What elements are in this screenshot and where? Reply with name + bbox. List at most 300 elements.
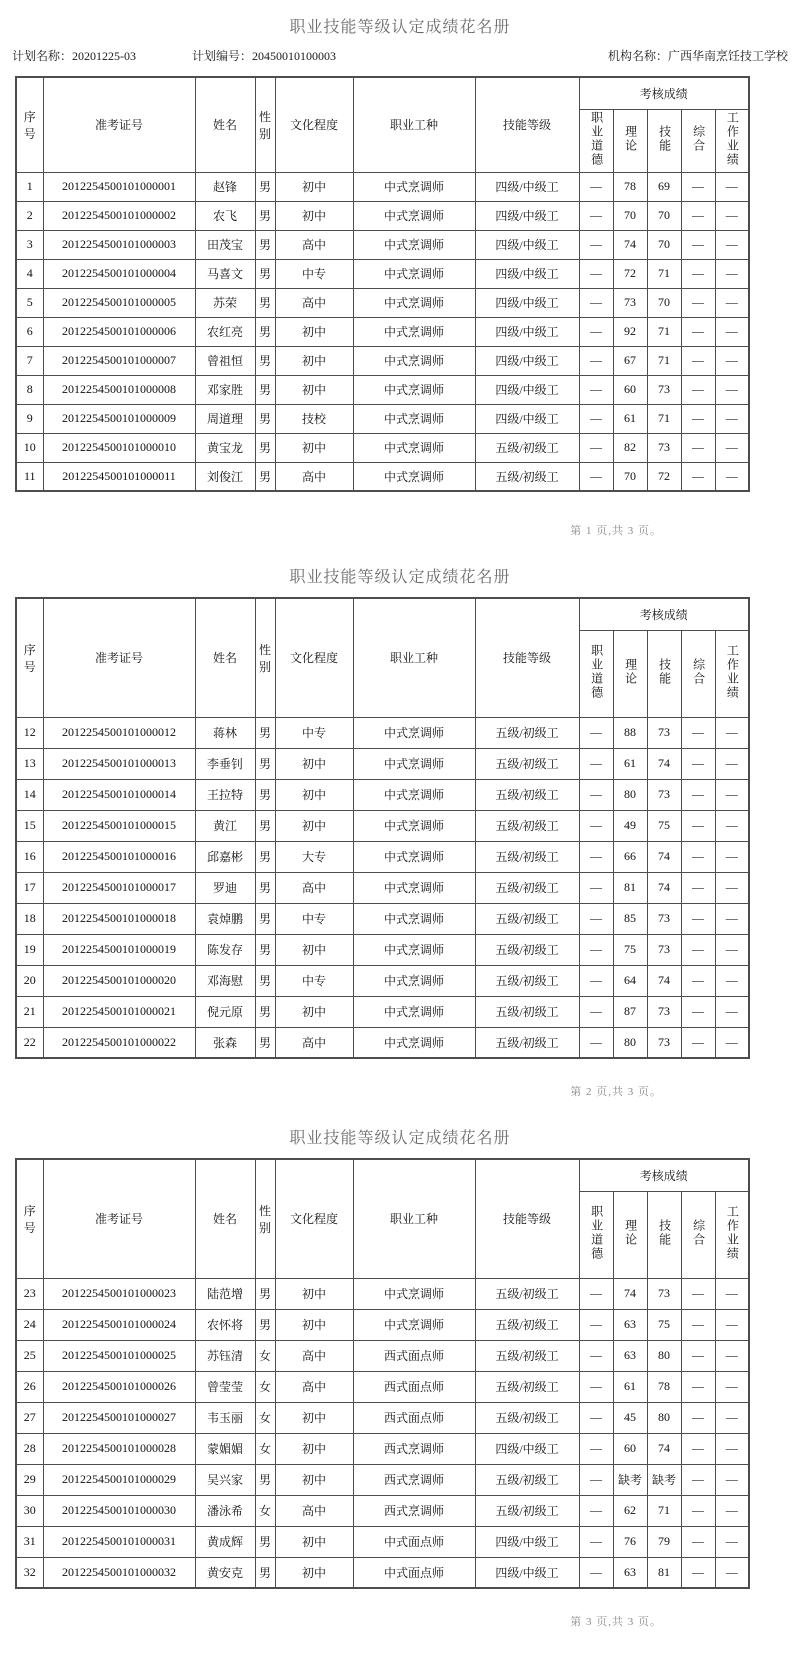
- table-row: [16, 1340, 749, 1371]
- cell-name: 苏荣: [195, 288, 255, 317]
- cell-occupation: 西式面点师: [353, 1402, 475, 1433]
- cell-education: 初中: [275, 346, 353, 375]
- cell-gender: 男: [255, 934, 275, 965]
- cell-education: 中专: [275, 903, 353, 934]
- cell-exam-id: 2012254500101000019: [43, 934, 195, 965]
- table-row: [16, 1495, 749, 1526]
- cell-score-work: —: [715, 748, 749, 779]
- meta-row: [0, 47, 800, 64]
- cell-gender: 女: [255, 1371, 275, 1402]
- cell-gender: 男: [255, 201, 275, 230]
- cell-score-skill: 73: [647, 996, 681, 1027]
- cell-score-skill: 71: [647, 317, 681, 346]
- header-score-group: 考核成绩: [579, 598, 749, 630]
- cell-occupation: 中式烹调师: [353, 810, 475, 841]
- table-row: [16, 1557, 749, 1588]
- cell-score-skill: 70: [647, 201, 681, 230]
- cell-score-ethics: —: [579, 717, 613, 748]
- cell-score-work: —: [715, 965, 749, 996]
- cell-score-comprehensive: —: [681, 1278, 715, 1309]
- cell-exam-id: 2012254500101000004: [43, 259, 195, 288]
- cell-exam-id: 2012254500101000008: [43, 375, 195, 404]
- cell-score-comprehensive: —: [681, 841, 715, 872]
- cell-skill-level: 四级/中级工: [475, 1526, 579, 1557]
- cell-score-comprehensive: —: [681, 872, 715, 903]
- cell-seq: 19: [16, 934, 43, 965]
- table-row: [16, 1464, 749, 1495]
- cell-skill-level: 四级/中级工: [475, 230, 579, 259]
- cell-score-skill: 74: [647, 872, 681, 903]
- cell-gender: 男: [255, 872, 275, 903]
- cell-gender: 男: [255, 462, 275, 491]
- header-work: 工作业绩: [715, 630, 749, 717]
- cell-score-theory: 60: [613, 1433, 647, 1464]
- cell-score-theory: 82: [613, 433, 647, 462]
- cell-score-skill: 74: [647, 965, 681, 996]
- cell-occupation: 中式烹调师: [353, 717, 475, 748]
- cell-score-skill: 79: [647, 1526, 681, 1557]
- roster-table-page-1: [15, 76, 750, 492]
- cell-seq: 4: [16, 259, 43, 288]
- cell-score-comprehensive: —: [681, 1433, 715, 1464]
- cell-skill-level: 五级/初级工: [475, 748, 579, 779]
- cell-score-work: —: [715, 317, 749, 346]
- page-title: 职业技能等级认定成绩花名册: [289, 1130, 511, 1147]
- cell-score-ethics: —: [579, 1340, 613, 1371]
- cell-gender: 男: [255, 810, 275, 841]
- cell-occupation: 中式烹调师: [353, 965, 475, 996]
- cell-education: 中专: [275, 717, 353, 748]
- cell-score-skill: 75: [647, 1309, 681, 1340]
- cell-gender: 男: [255, 230, 275, 259]
- cell-score-comprehensive: —: [681, 172, 715, 201]
- cell-score-skill: 70: [647, 288, 681, 317]
- header-work: 工作业绩: [715, 109, 749, 172]
- cell-name: 黄江: [195, 810, 255, 841]
- header-comprehensive: 综合: [681, 630, 715, 717]
- cell-gender: 男: [255, 433, 275, 462]
- cell-score-work: —: [715, 1309, 749, 1340]
- table-row: [16, 1433, 749, 1464]
- cell-score-work: —: [715, 1278, 749, 1309]
- cell-gender: 男: [255, 346, 275, 375]
- cell-seq: 22: [16, 1027, 43, 1058]
- page-footer: 第 2 页,共 3 页。: [570, 1086, 662, 1098]
- cell-score-skill: 71: [647, 404, 681, 433]
- cell-seq: 13: [16, 748, 43, 779]
- cell-name: 田茂宝: [195, 230, 255, 259]
- cell-score-skill: 73: [647, 375, 681, 404]
- cell-score-work: —: [715, 1495, 749, 1526]
- cell-score-skill: 73: [647, 717, 681, 748]
- cell-skill-level: 五级/初级工: [475, 433, 579, 462]
- cell-name: 曾莹莹: [195, 1371, 255, 1402]
- cell-score-skill: 71: [647, 259, 681, 288]
- cell-skill-level: 四级/中级工: [475, 346, 579, 375]
- cell-exam-id: 2012254500101000016: [43, 841, 195, 872]
- cell-exam-id: 2012254500101000020: [43, 965, 195, 996]
- table-row: [16, 934, 749, 965]
- cell-exam-id: 2012254500101000014: [43, 779, 195, 810]
- cell-education: 初中: [275, 810, 353, 841]
- table-row: [16, 996, 749, 1027]
- cell-exam-id: 2012254500101000011: [43, 462, 195, 491]
- cell-name: 李垂钊: [195, 748, 255, 779]
- cell-education: 高中: [275, 462, 353, 491]
- cell-score-ethics: —: [579, 201, 613, 230]
- cell-name: 周道理: [195, 404, 255, 433]
- plan-number-label: 计划编号：: [192, 49, 253, 63]
- cell-score-work: —: [715, 1433, 749, 1464]
- cell-exam-id: 2012254500101000013: [43, 748, 195, 779]
- cell-score-theory: 64: [613, 965, 647, 996]
- table-row: [16, 317, 749, 346]
- cell-gender: 男: [255, 717, 275, 748]
- cell-skill-level: 五级/初级工: [475, 1402, 579, 1433]
- cell-skill-level: 五级/初级工: [475, 965, 579, 996]
- page-2: [0, 564, 800, 1099]
- cell-score-theory: 66: [613, 841, 647, 872]
- cell-exam-id: 2012254500101000023: [43, 1278, 195, 1309]
- cell-score-skill: 70: [647, 230, 681, 259]
- cell-skill-level: 四级/中级工: [475, 317, 579, 346]
- cell-score-comprehensive: —: [681, 317, 715, 346]
- cell-education: 中专: [275, 259, 353, 288]
- cell-score-ethics: —: [579, 259, 613, 288]
- cell-education: 初中: [275, 1526, 353, 1557]
- cell-skill-level: 五级/初级工: [475, 810, 579, 841]
- cell-occupation: 中式烹调师: [353, 779, 475, 810]
- table-row: [16, 1526, 749, 1557]
- cell-score-ethics: —: [579, 779, 613, 810]
- cell-seq: 27: [16, 1402, 43, 1433]
- cell-score-theory: 87: [613, 996, 647, 1027]
- cell-score-work: —: [715, 404, 749, 433]
- cell-score-theory: 63: [613, 1340, 647, 1371]
- cell-skill-level: 五级/初级工: [475, 841, 579, 872]
- cell-skill-level: 五级/初级工: [475, 872, 579, 903]
- table-row: [16, 259, 749, 288]
- cell-score-work: —: [715, 1371, 749, 1402]
- cell-education: 高中: [275, 1495, 353, 1526]
- header-skill-level: 技能等级: [475, 1159, 579, 1278]
- organization-label: 机构名称：: [607, 49, 668, 63]
- cell-score-comprehensive: —: [681, 903, 715, 934]
- cell-exam-id: 2012254500101000009: [43, 404, 195, 433]
- cell-score-ethics: —: [579, 1557, 613, 1588]
- cell-score-work: —: [715, 1464, 749, 1495]
- cell-seq: 9: [16, 404, 43, 433]
- cell-seq: 11: [16, 462, 43, 491]
- table-row: [16, 872, 749, 903]
- cell-seq: 14: [16, 779, 43, 810]
- cell-score-ethics: —: [579, 934, 613, 965]
- cell-skill-level: 五级/初级工: [475, 1371, 579, 1402]
- cell-exam-id: 2012254500101000032: [43, 1557, 195, 1588]
- cell-seq: 2: [16, 201, 43, 230]
- header-score-group: 考核成绩: [579, 77, 749, 109]
- cell-score-ethics: —: [579, 1371, 613, 1402]
- cell-seq: 17: [16, 872, 43, 903]
- cell-score-skill: 73: [647, 779, 681, 810]
- cell-education: 高中: [275, 1027, 353, 1058]
- cell-score-theory: 45: [613, 1402, 647, 1433]
- table-row: [16, 346, 749, 375]
- cell-score-ethics: —: [579, 965, 613, 996]
- header-theory: 理论: [613, 1191, 647, 1278]
- cell-occupation: 中式烹调师: [353, 404, 475, 433]
- cell-score-skill: 69: [647, 172, 681, 201]
- cell-education: 高中: [275, 872, 353, 903]
- cell-gender: 男: [255, 1464, 275, 1495]
- cell-exam-id: 2012254500101000027: [43, 1402, 195, 1433]
- cell-score-theory: 76: [613, 1526, 647, 1557]
- cell-score-theory: 49: [613, 810, 647, 841]
- cell-score-skill: 71: [647, 1495, 681, 1526]
- cell-education: 高中: [275, 288, 353, 317]
- header-education: 文化程度: [275, 598, 353, 717]
- plan-name-label: 计划名称：: [12, 49, 73, 63]
- cell-name: 黄宝龙: [195, 433, 255, 462]
- cell-education: 大专: [275, 841, 353, 872]
- page-1: [0, 14, 800, 538]
- cell-score-comprehensive: —: [681, 462, 715, 491]
- cell-skill-level: 四级/中级工: [475, 404, 579, 433]
- cell-skill-level: 四级/中级工: [475, 375, 579, 404]
- cell-score-theory: 70: [613, 201, 647, 230]
- cell-education: 高中: [275, 1340, 353, 1371]
- cell-score-skill: 73: [647, 903, 681, 934]
- cell-name: 吴兴家: [195, 1464, 255, 1495]
- plan-name-value: 20201225-03: [72, 49, 137, 63]
- header-exam-id: 准考证号: [43, 598, 195, 717]
- cell-score-work: —: [715, 996, 749, 1027]
- cell-score-skill: 缺考: [647, 1464, 681, 1495]
- cell-occupation: 中式烹调师: [353, 748, 475, 779]
- cell-score-theory: 72: [613, 259, 647, 288]
- table-row: [16, 288, 749, 317]
- cell-score-theory: 61: [613, 748, 647, 779]
- cell-score-comprehensive: —: [681, 1526, 715, 1557]
- cell-name: 曾祖恒: [195, 346, 255, 375]
- cell-score-theory: 78: [613, 172, 647, 201]
- cell-name: 农怀将: [195, 1309, 255, 1340]
- cell-score-theory: 74: [613, 230, 647, 259]
- cell-seq: 3: [16, 230, 43, 259]
- cell-seq: 1: [16, 172, 43, 201]
- table-row: [16, 779, 749, 810]
- cell-score-work: —: [715, 779, 749, 810]
- cell-gender: 男: [255, 1557, 275, 1588]
- cell-skill-level: 五级/初级工: [475, 1464, 579, 1495]
- cell-score-comprehensive: —: [681, 965, 715, 996]
- cell-name: 陈发存: [195, 934, 255, 965]
- cell-score-ethics: —: [579, 1464, 613, 1495]
- cell-exam-id: 2012254500101000006: [43, 317, 195, 346]
- cell-exam-id: 2012254500101000010: [43, 433, 195, 462]
- cell-name: 邓海慰: [195, 965, 255, 996]
- cell-score-ethics: —: [579, 996, 613, 1027]
- page-footer: 第 3 页,共 3 页。: [570, 1616, 662, 1628]
- table-body: [16, 717, 749, 1058]
- cell-occupation: 西式烹调师: [353, 1433, 475, 1464]
- cell-exam-id: 2012254500101000025: [43, 1340, 195, 1371]
- cell-education: 中专: [275, 965, 353, 996]
- header-ethics: 职业道德: [579, 1191, 613, 1278]
- cell-gender: 男: [255, 1278, 275, 1309]
- header-occupation: 职业工种: [353, 77, 475, 172]
- cell-occupation: 中式面点师: [353, 1526, 475, 1557]
- cell-occupation: 中式烹调师: [353, 872, 475, 903]
- cell-occupation: 中式烹调师: [353, 996, 475, 1027]
- cell-score-ethics: —: [579, 172, 613, 201]
- cell-occupation: 中式烹调师: [353, 1278, 475, 1309]
- cell-score-ethics: —: [579, 872, 613, 903]
- cell-gender: 男: [255, 1027, 275, 1058]
- cell-score-ethics: —: [579, 1433, 613, 1464]
- table-row: [16, 841, 749, 872]
- cell-skill-level: 四级/中级工: [475, 288, 579, 317]
- cell-gender: 男: [255, 779, 275, 810]
- cell-gender: 男: [255, 1309, 275, 1340]
- cell-score-comprehensive: —: [681, 1495, 715, 1526]
- cell-skill-level: 五级/初级工: [475, 934, 579, 965]
- table-row: [16, 201, 749, 230]
- cell-exam-id: 2012254500101000015: [43, 810, 195, 841]
- cell-score-work: —: [715, 934, 749, 965]
- cell-name: 韦玉丽: [195, 1402, 255, 1433]
- cell-gender: 女: [255, 1402, 275, 1433]
- cell-skill-level: 五级/初级工: [475, 1278, 579, 1309]
- table-row: [16, 1027, 749, 1058]
- cell-education: 高中: [275, 1371, 353, 1402]
- cell-score-comprehensive: —: [681, 717, 715, 748]
- table-row: [16, 903, 749, 934]
- cell-education: 初中: [275, 1557, 353, 1588]
- cell-score-comprehensive: —: [681, 779, 715, 810]
- cell-score-theory: 85: [613, 903, 647, 934]
- cell-score-theory: 缺考: [613, 1464, 647, 1495]
- cell-occupation: 中式烹调师: [353, 259, 475, 288]
- header-exam-id: 准考证号: [43, 77, 195, 172]
- cell-occupation: 西式烹调师: [353, 1464, 475, 1495]
- cell-score-work: —: [715, 375, 749, 404]
- cell-seq: 29: [16, 1464, 43, 1495]
- cell-score-work: —: [715, 230, 749, 259]
- cell-occupation: 中式烹调师: [353, 433, 475, 462]
- cell-gender: 男: [255, 288, 275, 317]
- cell-score-work: —: [715, 346, 749, 375]
- header-score-group: 考核成绩: [579, 1159, 749, 1191]
- cell-score-comprehensive: —: [681, 201, 715, 230]
- cell-seq: 20: [16, 965, 43, 996]
- cell-gender: 男: [255, 748, 275, 779]
- cell-score-skill: 71: [647, 346, 681, 375]
- plan-number-value: 20450010100003: [252, 49, 337, 63]
- cell-score-comprehensive: —: [681, 1402, 715, 1433]
- cell-score-comprehensive: —: [681, 404, 715, 433]
- cell-score-skill: 80: [647, 1340, 681, 1371]
- cell-skill-level: 五级/初级工: [475, 717, 579, 748]
- cell-seq: 21: [16, 996, 43, 1027]
- cell-name: 农飞: [195, 201, 255, 230]
- cell-score-work: —: [715, 1526, 749, 1557]
- cell-skill-level: 四级/中级工: [475, 201, 579, 230]
- cell-score-work: —: [715, 717, 749, 748]
- header-comprehensive: 综合: [681, 109, 715, 172]
- cell-score-theory: 70: [613, 462, 647, 491]
- cell-score-work: —: [715, 1340, 749, 1371]
- table-body: [16, 172, 749, 491]
- cell-skill-level: 五级/初级工: [475, 462, 579, 491]
- cell-score-ethics: —: [579, 1526, 613, 1557]
- cell-seq: 23: [16, 1278, 43, 1309]
- roster-table-page-2: [15, 597, 750, 1059]
- cell-score-comprehensive: —: [681, 433, 715, 462]
- cell-gender: 男: [255, 375, 275, 404]
- cell-name: 陆范增: [195, 1278, 255, 1309]
- cell-name: 倪元原: [195, 996, 255, 1027]
- cell-name: 潘泳希: [195, 1495, 255, 1526]
- cell-exam-id: 2012254500101000018: [43, 903, 195, 934]
- cell-score-skill: 81: [647, 1557, 681, 1588]
- cell-score-theory: 80: [613, 779, 647, 810]
- cell-score-theory: 73: [613, 288, 647, 317]
- cell-skill-level: 五级/初级工: [475, 996, 579, 1027]
- roster-table-page-3: [15, 1158, 750, 1589]
- cell-education: 初中: [275, 748, 353, 779]
- cell-education: 初中: [275, 1402, 353, 1433]
- cell-skill-level: 五级/初级工: [475, 903, 579, 934]
- cell-gender: 男: [255, 259, 275, 288]
- header-skill-level: 技能等级: [475, 598, 579, 717]
- header-gender: 性别: [255, 598, 275, 717]
- header-skill: 技能: [647, 109, 681, 172]
- cell-score-ethics: —: [579, 433, 613, 462]
- header-work: 工作业绩: [715, 1191, 749, 1278]
- cell-seq: 6: [16, 317, 43, 346]
- cell-exam-id: 2012254500101000005: [43, 288, 195, 317]
- table-row: [16, 965, 749, 996]
- cell-score-skill: 72: [647, 462, 681, 491]
- cell-score-comprehensive: —: [681, 259, 715, 288]
- header-gender: 性别: [255, 1159, 275, 1278]
- cell-name: 农红亮: [195, 317, 255, 346]
- cell-exam-id: 2012254500101000022: [43, 1027, 195, 1058]
- table-row: [16, 1402, 749, 1433]
- cell-score-work: —: [715, 872, 749, 903]
- cell-score-comprehensive: —: [681, 346, 715, 375]
- table-row: [16, 1309, 749, 1340]
- header-ethics: 职业道德: [579, 109, 613, 172]
- cell-seq: 24: [16, 1309, 43, 1340]
- cell-score-comprehensive: —: [681, 996, 715, 1027]
- cell-name: 黄安克: [195, 1557, 255, 1588]
- cell-skill-level: 四级/中级工: [475, 1557, 579, 1588]
- cell-seq: 15: [16, 810, 43, 841]
- table-row: [16, 810, 749, 841]
- cell-gender: 女: [255, 1433, 275, 1464]
- cell-name: 张森: [195, 1027, 255, 1058]
- cell-name: 邱嘉彬: [195, 841, 255, 872]
- header-theory: 理论: [613, 109, 647, 172]
- cell-gender: 男: [255, 841, 275, 872]
- cell-score-theory: 75: [613, 934, 647, 965]
- cell-score-work: —: [715, 1027, 749, 1058]
- table-row: [16, 748, 749, 779]
- cell-exam-id: 2012254500101000029: [43, 1464, 195, 1495]
- cell-exam-id: 2012254500101000028: [43, 1433, 195, 1464]
